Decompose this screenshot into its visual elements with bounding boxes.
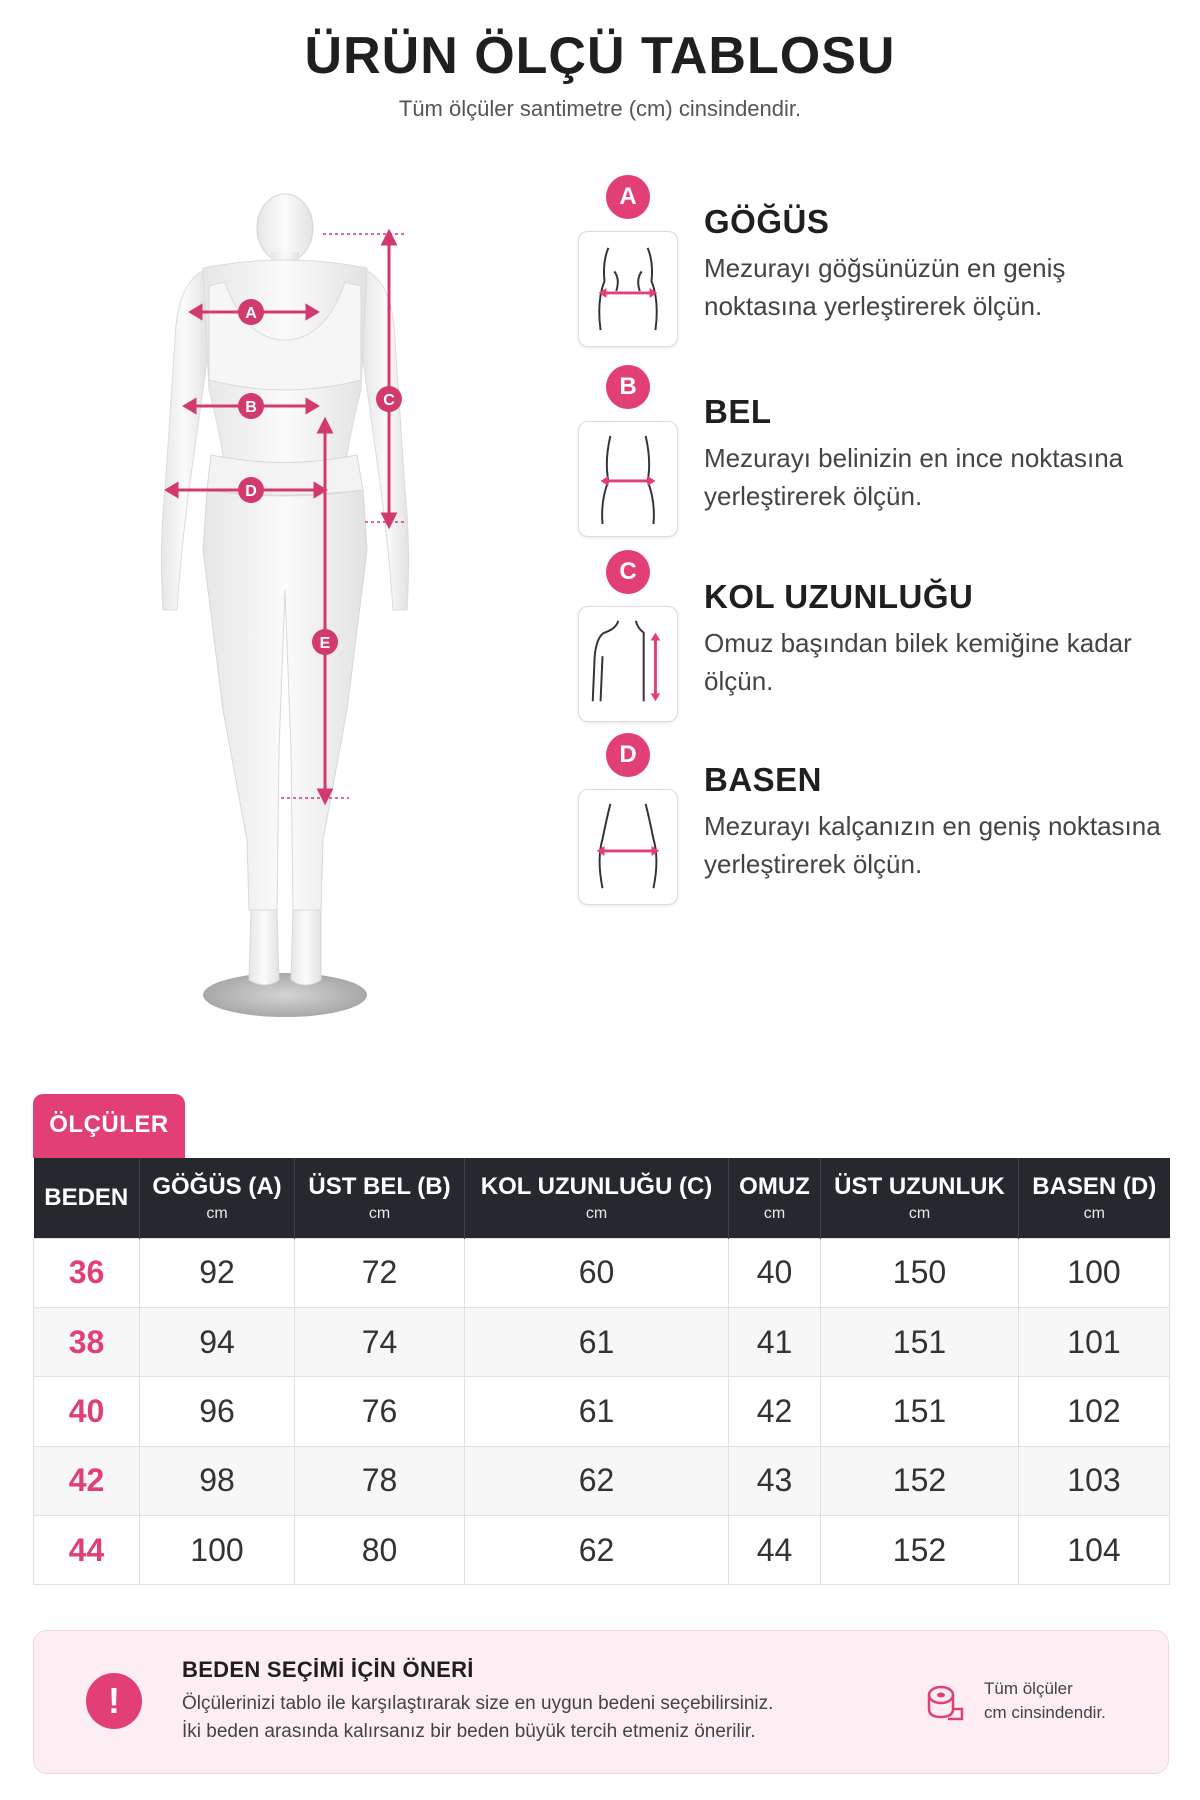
table-row [34, 1446, 1170, 1515]
table-cell: 76 [295, 1377, 465, 1446]
measure-badge: C [606, 550, 650, 594]
page-subtitle: Tüm ölçüler santimetre (cm) cinsindendir. [398, 96, 802, 121]
column-header: ÜST UZUNLUK cm [821, 1158, 1019, 1238]
table-cell: 150 [821, 1238, 1019, 1307]
table-cell: 80 [295, 1516, 465, 1585]
table-cell: 42 [729, 1377, 821, 1446]
table-cell: 41 [729, 1307, 821, 1376]
table-cell: 62 [465, 1516, 729, 1585]
size-cell: 40 [34, 1377, 140, 1446]
table-cell: 152 [821, 1446, 1019, 1515]
figure-label-e: E [319, 635, 331, 652]
measure-description: Mezurayı belinizin en ince noktasına yerleştirerek ölçün. [704, 443, 1124, 511]
advice-text: Ölçülerinizi tablo ile karşılaştırarak size en uygun bedeni seçebilirsiniz. [182, 1693, 774, 1714]
table-tab-label: ÖLÇÜLER [33, 1094, 185, 1158]
table-cell: 98 [140, 1446, 295, 1515]
table-row [34, 1516, 1170, 1585]
table-cell: 78 [295, 1446, 465, 1515]
table-cell: 101 [1019, 1307, 1170, 1376]
size-table [33, 1158, 1170, 1585]
figure-label-b: B [245, 399, 257, 416]
table-cell: 61 [465, 1377, 729, 1446]
column-header: ÜST BEL (B) cm [295, 1158, 465, 1238]
table-cell: 62 [465, 1446, 729, 1515]
table-cell: 102 [1019, 1377, 1170, 1446]
measure-item-waist [570, 365, 1170, 535]
table-row [34, 1238, 1170, 1307]
advice-title: BEDEN SEÇİMİ İÇİN ÖNERİ [182, 1657, 474, 1682]
advice-box [33, 1630, 1169, 1774]
measure-badge: A [606, 175, 650, 219]
waist-measure-icon [578, 421, 678, 537]
note-line: Tüm ölçüler [984, 1679, 1073, 1698]
measure-item-hips [570, 733, 1170, 903]
column-header: BASEN (D) cm [1019, 1158, 1170, 1238]
chest-measure-icon [578, 231, 678, 347]
table-cell: 103 [1019, 1446, 1170, 1515]
table-header-row [34, 1158, 1170, 1238]
table-cell: 74 [295, 1307, 465, 1376]
figure-label-a: A [245, 305, 257, 322]
measure-title: KOL UZUNLUĞU [704, 578, 974, 615]
figure-label-d: D [245, 483, 257, 500]
table-cell: 151 [821, 1377, 1019, 1446]
column-header: BEDEN [34, 1158, 140, 1238]
measure-description: Omuz başından bilek kemiğine kadar ölçün. [704, 628, 1132, 696]
measure-title: BEL [704, 393, 772, 430]
measure-item-arm [570, 550, 1170, 720]
measure-badge: D [606, 733, 650, 777]
note-text [984, 1677, 1154, 1725]
table-cell: 151 [821, 1307, 1019, 1376]
measure-title: GÖĞÜS [704, 203, 830, 240]
arm-measure-icon [578, 606, 678, 722]
table-cell: 43 [729, 1446, 821, 1515]
note-line: cm cinsindendir. [984, 1703, 1106, 1722]
column-header: KOL UZUNLUĞU (C) cm [465, 1158, 729, 1238]
size-cell: 36 [34, 1238, 140, 1307]
column-header: GÖĞÜS (A) cm [140, 1158, 295, 1238]
table-cell: 94 [140, 1307, 295, 1376]
figure-label-c: C [383, 392, 395, 409]
table-row [34, 1377, 1170, 1446]
table-cell: 44 [729, 1516, 821, 1585]
table-row [34, 1307, 1170, 1376]
table-cell: 72 [295, 1238, 465, 1307]
measure-title: BASEN [704, 761, 823, 798]
measure-description: Mezurayı göğsünüzün en geniş noktasına yerleştirerek ölçün. [704, 253, 1066, 321]
size-cell: 38 [34, 1307, 140, 1376]
table-cell: 152 [821, 1516, 1019, 1585]
hips-measure-icon [578, 789, 678, 905]
mannequin-figure [85, 190, 495, 1035]
measuring-tape-icon [922, 1679, 966, 1723]
exclamation-icon: ! [86, 1673, 142, 1729]
measure-badge: B [606, 365, 650, 409]
table-cell: 104 [1019, 1516, 1170, 1585]
advice-text: İki beden arasında kalırsanız bir beden büyük tercih etmeniz önerilir. [182, 1721, 756, 1742]
page-title: ÜRÜN ÖLÇÜ TABLOSU [304, 27, 896, 85]
column-header: OMUZ cm [729, 1158, 821, 1238]
table-cell: 60 [465, 1238, 729, 1307]
table-cell: 96 [140, 1377, 295, 1446]
measure-item-chest [570, 175, 1170, 345]
table-cell: 100 [1019, 1238, 1170, 1307]
table-cell: 100 [140, 1516, 295, 1585]
table-cell: 40 [729, 1238, 821, 1307]
table-cell: 92 [140, 1238, 295, 1307]
size-cell: 44 [34, 1516, 140, 1585]
measure-description: Mezurayı kalçanızın en geniş noktasına yerleştirerek ölçün. [704, 811, 1161, 879]
size-cell: 42 [34, 1446, 140, 1515]
page-header [0, 26, 1200, 122]
table-cell: 61 [465, 1307, 729, 1376]
